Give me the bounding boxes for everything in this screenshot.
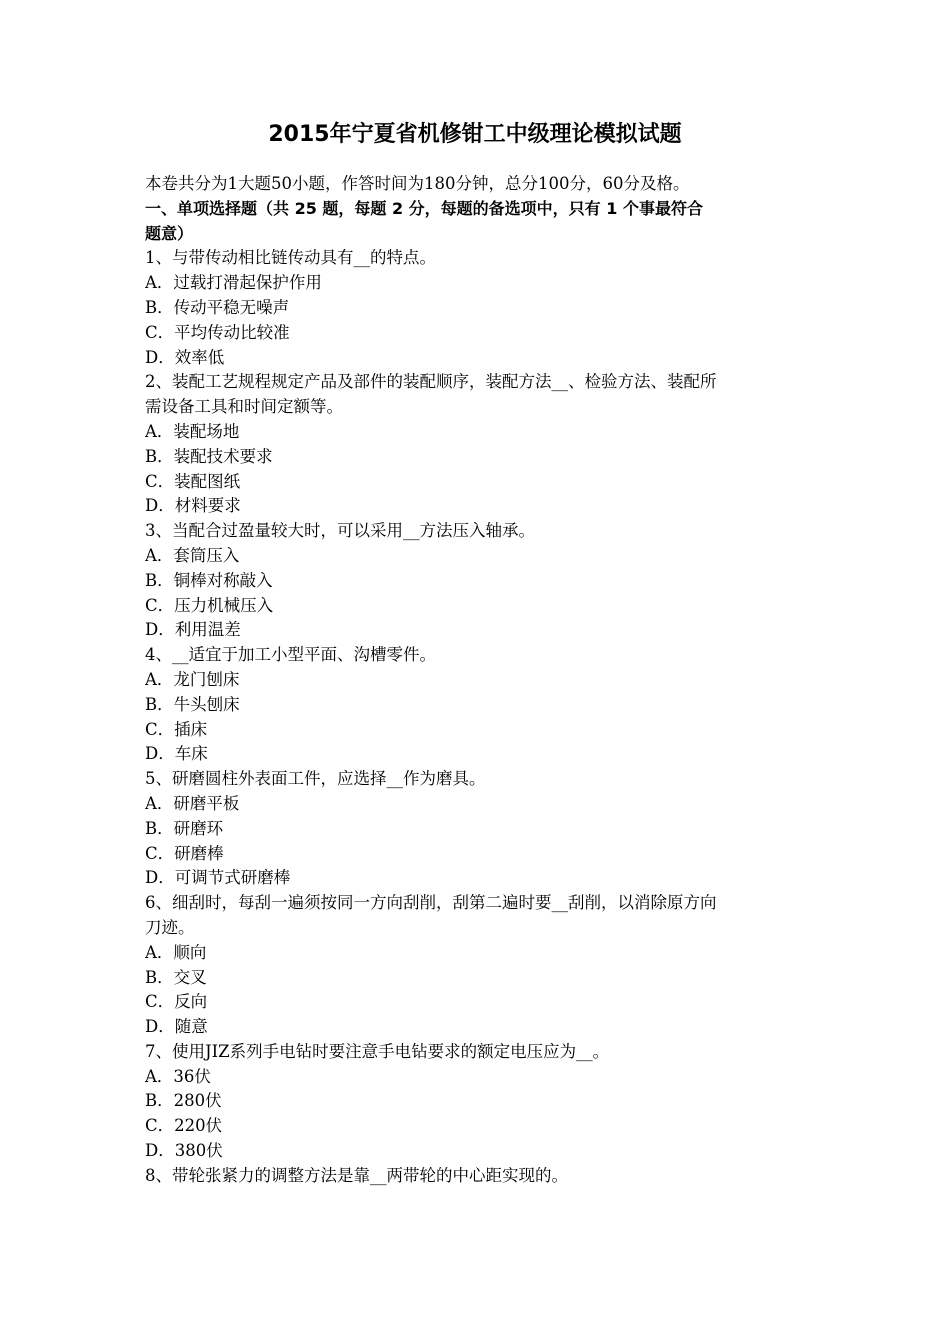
option-c: C．压力机械压入 — [145, 595, 274, 615]
question-text: 2、装配工艺规程规定产品及部件的装配顺序，装配方法__、检验方法、装配所 — [145, 372, 717, 392]
question-4 — [145, 643, 810, 767]
option-a: A．套筒压入 — [145, 545, 240, 565]
question-text: 5、研磨圆柱外表面工件，应选择__作为磨具。 — [145, 769, 486, 789]
option-c: C．插床 — [145, 719, 208, 739]
option-d: D．利用温差 — [145, 620, 241, 640]
question-text: 6、细刮时，每刮一遍须按同一方向刮削，刮第二遍时要__刮削，以消除原方向 — [145, 893, 717, 913]
document-title: 2015年宁夏省机修钳工中级理论模拟试题 — [268, 122, 682, 147]
option-d: D．材料要求 — [145, 496, 241, 516]
option-b: B．牛头刨床 — [145, 694, 240, 714]
option-d: D．380伏 — [145, 1141, 223, 1161]
option-b: B．交叉 — [145, 967, 207, 987]
question-1 — [145, 246, 810, 370]
question-3 — [145, 519, 810, 643]
question-2 — [145, 370, 810, 519]
option-b: B．研磨环 — [145, 818, 224, 838]
option-a: A．过载打滑起保护作用 — [145, 273, 322, 293]
section-heading — [145, 197, 810, 247]
question-7 — [145, 1040, 810, 1164]
question-text: 需设备工具和时间定额等。 — [145, 397, 343, 417]
exam-intro: 本卷共分为1大题50小题，作答时间为180分钟，总分100分，60分及格。 — [145, 174, 690, 193]
section-heading-line: 题意） — [145, 223, 194, 243]
option-b: B．280伏 — [145, 1091, 222, 1111]
question-6 — [145, 891, 810, 1040]
question-text: 4、__适宜于加工小型平面、沟槽零件。 — [145, 645, 436, 665]
question-5 — [145, 767, 810, 891]
option-a: A．36伏 — [145, 1066, 211, 1086]
question-text: 刀迹。 — [145, 917, 195, 937]
question-text: 1、与带传动相比链传动具有__的特点。 — [145, 248, 436, 268]
option-a: A．研磨平板 — [145, 793, 240, 813]
option-a: A．龙门刨床 — [145, 669, 240, 689]
option-b: B．传动平稳无噪声 — [145, 297, 290, 317]
question-text: 3、当配合过盈量较大时，可以采用__方法压入轴承。 — [145, 521, 535, 541]
option-d: D．车床 — [145, 744, 208, 764]
option-d: D．可调节式研磨棒 — [145, 868, 291, 888]
question-8 — [145, 1164, 810, 1189]
option-b: B．铜棒对称敲入 — [145, 570, 273, 590]
option-c: C．装配图纸 — [145, 471, 241, 491]
question-text: 8、带轮张紧力的调整方法是靠__两带轮的中心距实现的。 — [145, 1165, 568, 1185]
document-body — [145, 172, 810, 1189]
option-b: B．装配技术要求 — [145, 446, 273, 466]
option-c: C．平均传动比较准 — [145, 322, 290, 342]
option-d: D．随意 — [145, 1017, 208, 1037]
option-c: C．反向 — [145, 992, 208, 1012]
option-a: A．顺向 — [145, 942, 207, 962]
question-text: 7、使用JIZ系列手电钻时要注意手电钻要求的额定电压应为__。 — [145, 1041, 610, 1061]
section-heading-line: 一、单项选择题（共 25 题，每题 2 分，每题的备选项中，只有 1 个事最符合 — [145, 198, 703, 218]
option-a: A．装配场地 — [145, 421, 240, 441]
option-c: C．研磨棒 — [145, 843, 224, 863]
option-d: D．效率低 — [145, 347, 225, 367]
option-c: C．220伏 — [145, 1116, 223, 1136]
